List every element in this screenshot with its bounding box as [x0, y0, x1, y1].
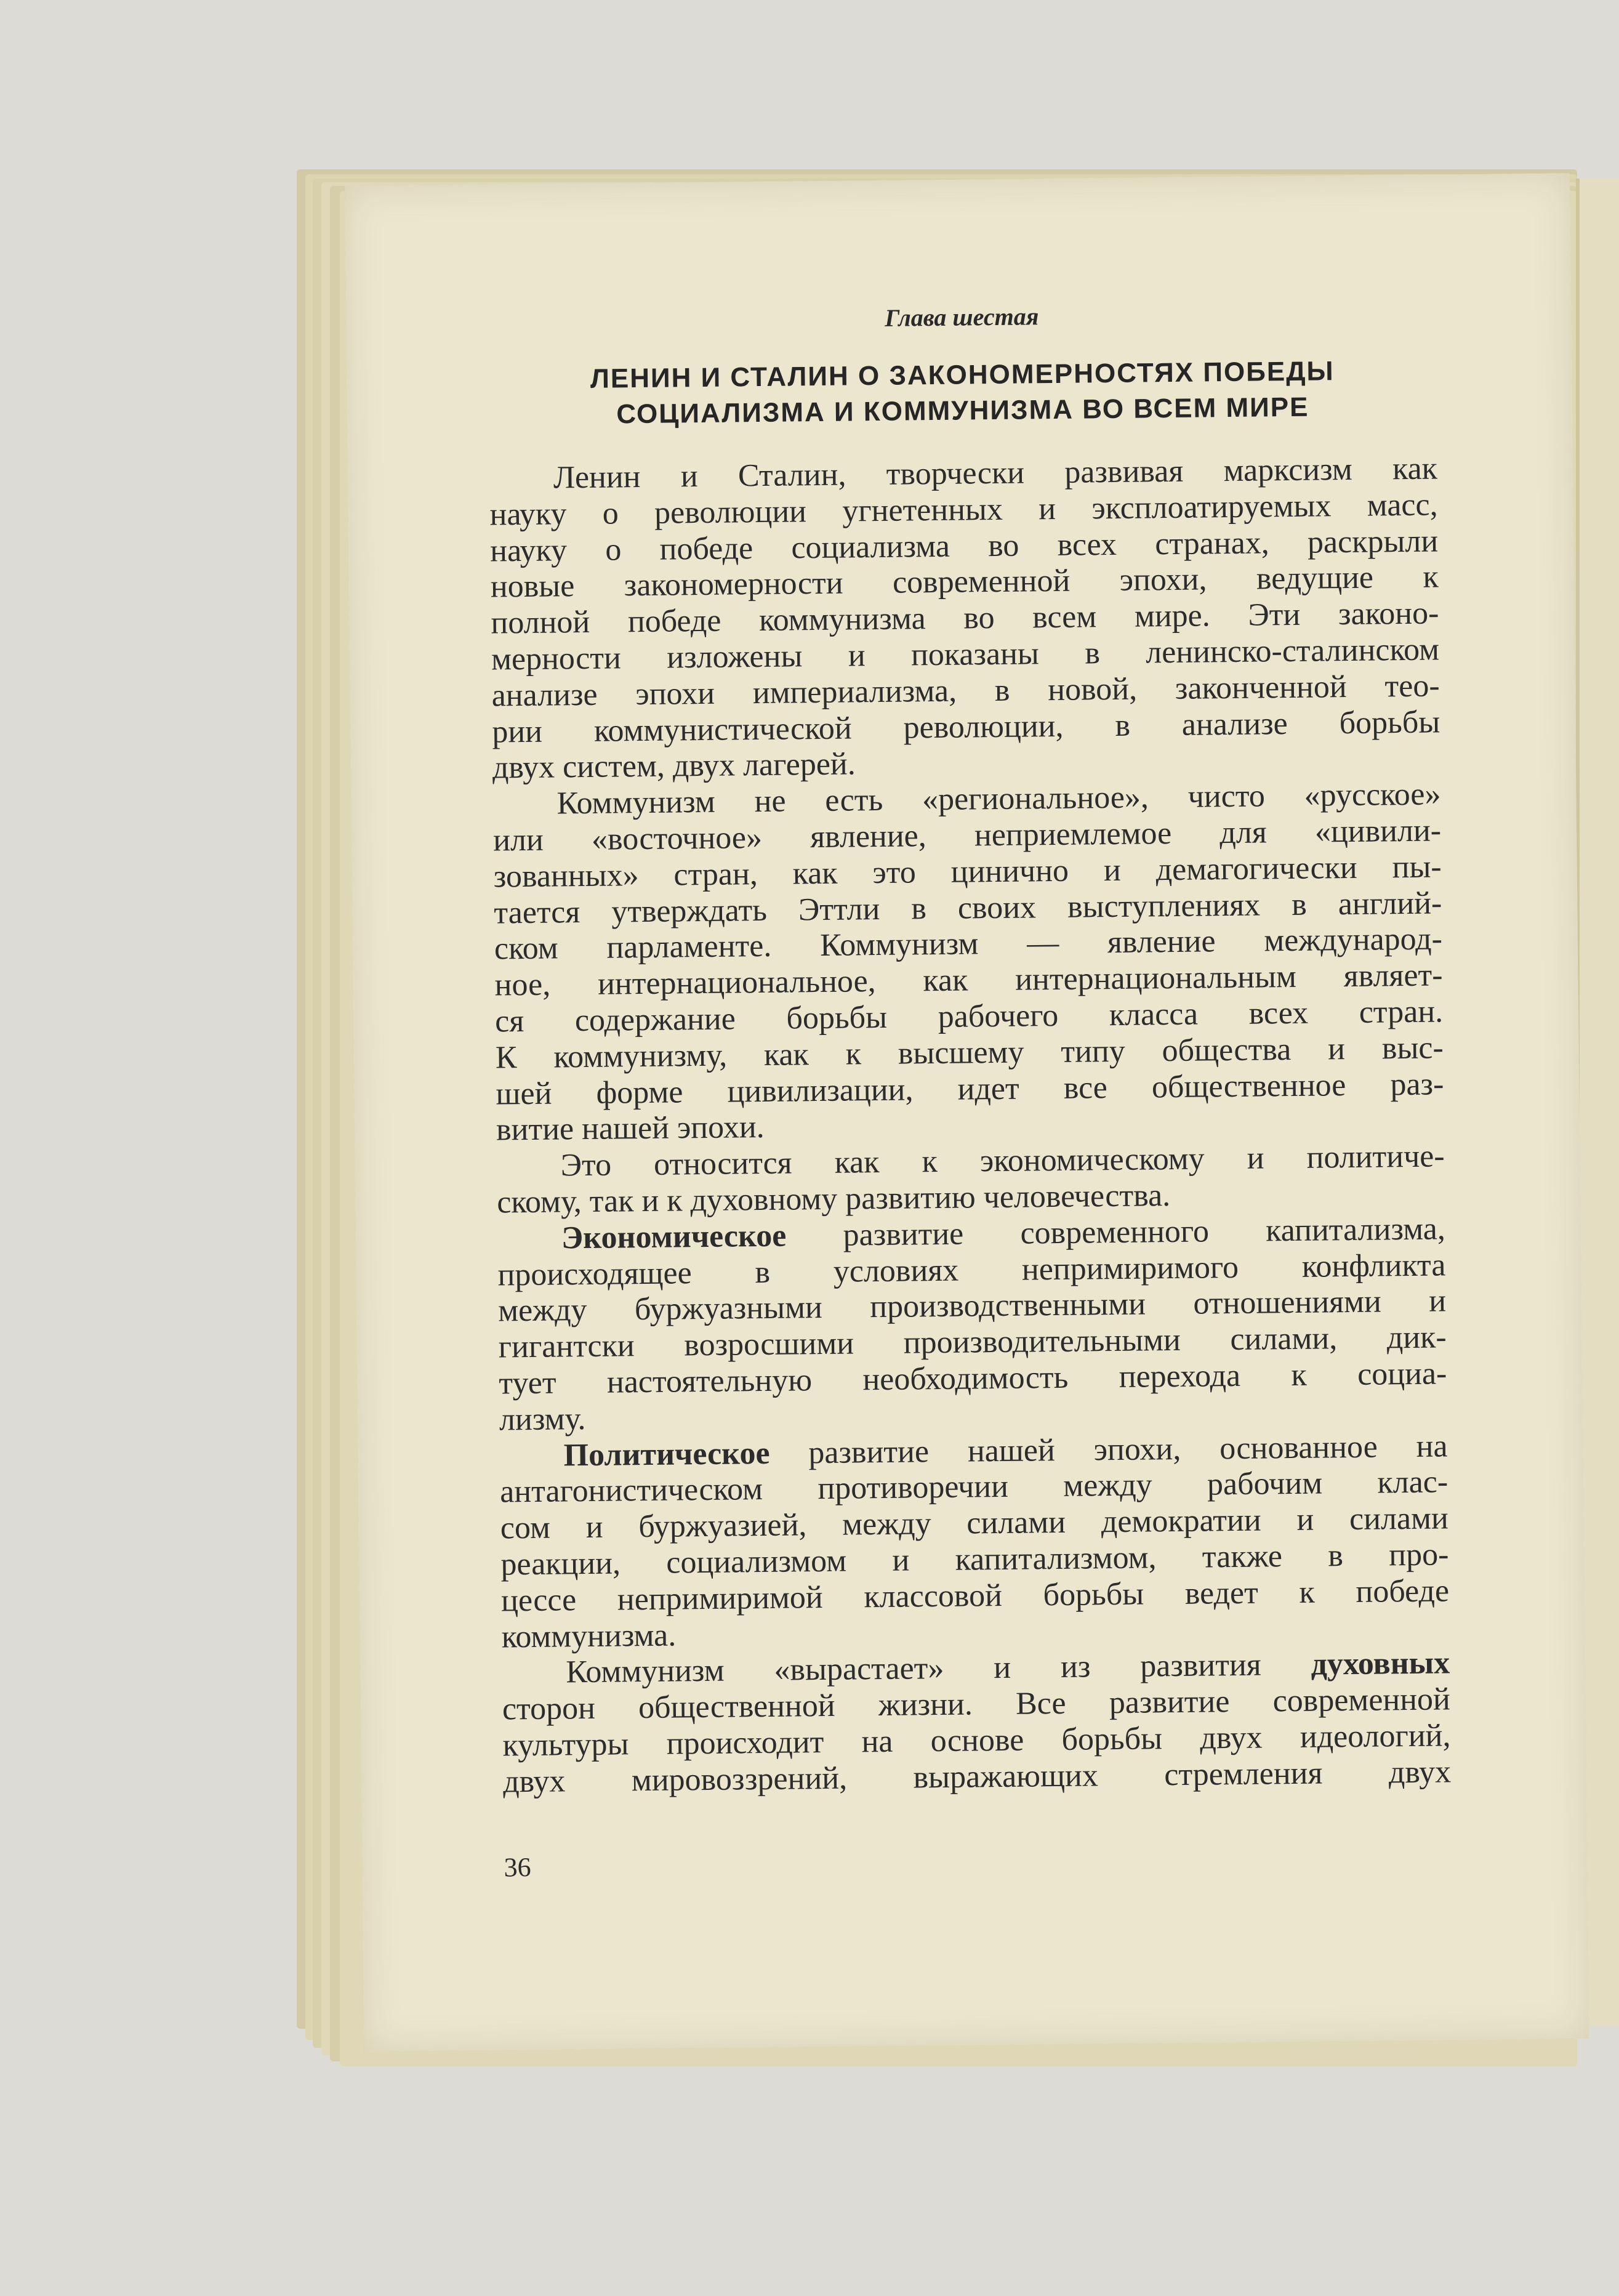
text-line: витие нашей эпохи. — [496, 1110, 765, 1148]
text-line: ся содержание борьбы рабочего класса всех стран. — [494, 994, 1444, 1039]
text-line: двух систем, двух лагерей. — [492, 746, 856, 786]
text-line: науку о победе социализма во всех странах, раскрыли — [489, 523, 1439, 569]
text-line: происходящее в условиях непримиримого конфликта — [497, 1247, 1446, 1293]
text-line: или «восточное» явление, неприемлемое для «цивили- — [492, 813, 1442, 858]
text-line: скому, так и к духовному развитию человечества. — [497, 1177, 1171, 1220]
text-fragment: Коммунизм «вырастает» и из развития — [566, 1646, 1311, 1690]
text-line: тует настоятельную необходимость перехода к социа- — [499, 1356, 1447, 1401]
chapter-heading: Глава шестая — [884, 302, 1039, 332]
text-line: ском парламенте. Коммунизм — явление международ- — [494, 921, 1443, 967]
text-fragment: развитие нашей эпохи, основанное на — [769, 1428, 1448, 1471]
emphasis-word: духовных — [1311, 1645, 1450, 1682]
text-line: сторон общественной жизни. Все развитие современной — [502, 1682, 1451, 1727]
text-line: двух мировоззрений, выражающих стремления двух — [502, 1754, 1452, 1800]
body-text — [489, 451, 1452, 1800]
chapter-title-line: ЛЕНИН И СТАЛИН О ЗАКОНОМЕРНОСТЯХ ПОБЕДЫ — [590, 356, 1335, 394]
chapter-title — [488, 352, 1437, 433]
text-line: рии коммунистической революции, в анализе борьбы — [491, 704, 1440, 750]
text-line: гигантски возросшими производительными силами, дик- — [498, 1319, 1447, 1365]
paragraph — [497, 1211, 1448, 1438]
text-line: шей форме цивилизации, идет все общественное раз- — [496, 1066, 1444, 1112]
emphasis-word: Политическое — [563, 1435, 770, 1473]
text-line: коммунизма. — [501, 1617, 677, 1654]
text-line: ное, интернациональное, как интернациональным являет- — [494, 957, 1443, 1003]
text-line: Ленин и Сталин, творчески развивая марксизм как — [553, 451, 1438, 496]
page-number: 36 — [504, 1851, 531, 1883]
text-line: тается утверждать Эттли в своих выступлениях в англий- — [494, 885, 1442, 931]
text-line: антагонистическом противоречии между рабочим клас- — [499, 1464, 1448, 1510]
text-line: новые закономерности современной эпохи, ведущие к — [490, 559, 1439, 605]
text-line: Коммунизм не есть «региональное», чисто «русское» — [556, 776, 1441, 821]
text-line: анализе эпохи империализма, в новой, законченной тео- — [491, 668, 1440, 714]
page-content — [488, 297, 1451, 1800]
text-line: полной победе коммунизма во всем мире. Эти законо- — [491, 595, 1439, 641]
paragraph — [499, 1428, 1450, 1656]
text-line: К коммунизму, как к высшему типу общества и выс- — [495, 1030, 1444, 1076]
emphasis-word: Экономическое — [561, 1218, 787, 1256]
text-line: лизму. — [499, 1401, 586, 1438]
text-line: реакции, социализмом и капитализмом, также в про- — [500, 1537, 1449, 1582]
paragraph — [502, 1646, 1451, 1800]
text-fragment: развитие современного капитализма, — [785, 1211, 1446, 1254]
text-line: цессе непримиримой классовой борьбы ведет к победе — [500, 1573, 1450, 1619]
text-line: Это относится как к экономическому и политиче- — [560, 1138, 1445, 1183]
chapter-title-line: СОЦИАЛИЗМА И КОММУНИЗМА ВО ВСЕМ МИРЕ — [616, 392, 1309, 430]
text-line: зованных» стран, как это цинично и демагогически пы- — [493, 849, 1442, 895]
text-line: культуры происходит на основе борьбы двух идеологий, — [502, 1718, 1451, 1763]
text-line: между буржуазными производственными отношениями и — [497, 1283, 1447, 1329]
paragraph — [489, 451, 1440, 786]
paragraph — [492, 777, 1444, 1149]
text-line: мерности изложены и показаны в ленинско-сталинском — [491, 632, 1440, 677]
text-line: науку о революции угнетенных и эксплоатируемых масс, — [489, 487, 1438, 533]
book-page — [345, 173, 1589, 2052]
text-line: сом и буржуазией, между силами демократии и силами — [500, 1500, 1449, 1546]
paragraph — [496, 1139, 1445, 1222]
